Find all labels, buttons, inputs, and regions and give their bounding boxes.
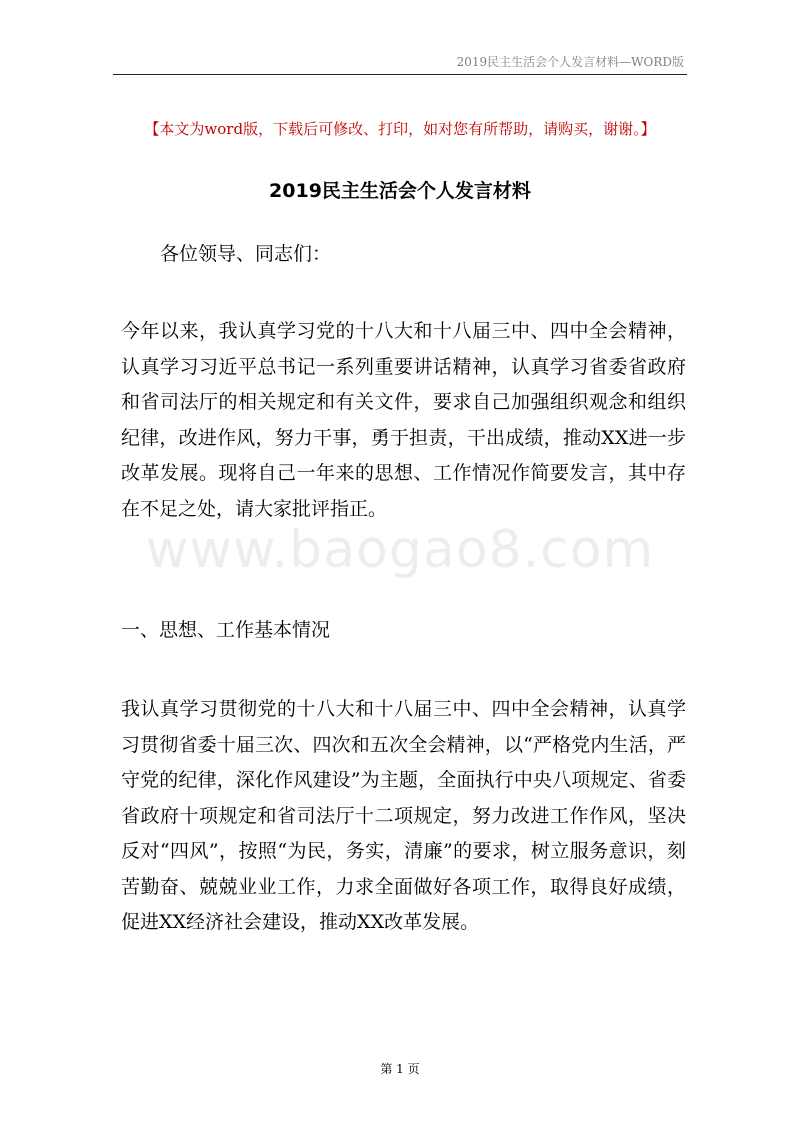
- running-header: 2019民主生活会个人发言材料—WORD版: [456, 55, 684, 69]
- section-heading: 一、思想、工作基本情况: [121, 619, 331, 641]
- page-number: 第 1 页: [380, 1062, 420, 1076]
- greeting: 各位领导、同志们：: [160, 243, 332, 265]
- paragraph-intro: 今年以来，我认真学习党的十八大和十八届三中、四中全会精神，认真学习习近平总书记一系列重要讲话精神，认真学习省委省政府和省司法厅的相关规定和有关文件，要求自己加强组织观念和组织纪律，改进作风，努力干事，勇于担责，干出成绩，推动XX进一步改革发展。现将自己一年来的思想、工作情况作简要发言，其中存在不足之处，请大家批评指正。: [121, 320, 686, 520]
- document-title: 2019民主生活会个人发言材料: [269, 180, 531, 202]
- paragraph-section-1: 我认真学习贯彻党的十八大和十八届三中、四中全会精神，认真学习贯彻省委十届三次、四次和五次全会精神，以“严格党内生活，严守党的纪律，深化作风建设”为主题，全面执行中央八项规定、省委省政府十项规定和省司法厅十二项规定，努力改进工作作风，坚决反对“四风”，按照“为民，务实，清廉”的要求，树立服务意识，刻苦勤奋、兢兢业业工作，力求全面做好各项工作，取得良好成绩，促进XX经济社会建设，推动XX改革发展。: [121, 698, 686, 933]
- header-rule: [113, 74, 687, 75]
- download-notice: 【本文为word版，下载后可修改、打印，如对您有所帮助，请购买，谢谢。】: [144, 120, 656, 138]
- watermark: www.baogao8.com: [145, 520, 655, 580]
